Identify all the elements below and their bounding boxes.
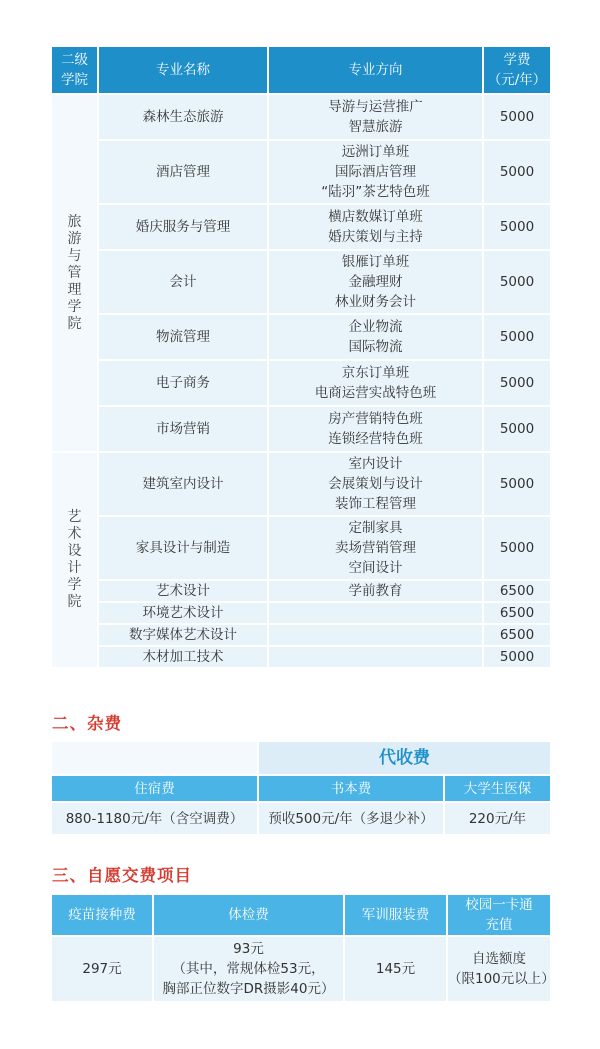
table-row xyxy=(51,580,551,602)
direction-line: 电商运营实战特色班 xyxy=(314,385,437,401)
misc-fee-table xyxy=(50,740,552,836)
college-header-line: 二级 xyxy=(61,52,88,68)
major-direction-cell xyxy=(268,140,483,204)
tuition-table-wrap xyxy=(50,45,550,669)
misc-fee-header: 大学生医保 xyxy=(444,775,551,802)
section3-title: 三、自愿交费项目 xyxy=(52,866,192,885)
tuition-fee-cell: 6500 xyxy=(483,624,551,646)
table-row xyxy=(51,314,551,360)
tuition-fee-cell: 5000 xyxy=(483,204,551,250)
major-direction-cell xyxy=(268,94,483,140)
direction-line: 定制家具 xyxy=(348,520,403,536)
major-name-cell: 市场营销 xyxy=(98,406,268,452)
major-name-cell: 艺术设计 xyxy=(98,580,268,602)
direction-line: 企业物流 xyxy=(348,319,403,335)
voluntary-fee-value xyxy=(153,936,344,1002)
direction-line: 会展策划与设计 xyxy=(328,476,423,492)
major-direction-cell xyxy=(268,314,483,360)
voluntary-fee-header: 军训服装费 xyxy=(344,894,447,936)
voluntary-fee-header: 体检费 xyxy=(153,894,344,936)
college-name-char: 计 xyxy=(67,560,82,576)
table-row xyxy=(51,140,551,204)
major-direction-cell xyxy=(268,624,483,646)
college-name-char: 学 xyxy=(67,577,82,593)
major-name-cell: 数字媒体艺术设计 xyxy=(98,624,268,646)
table-row xyxy=(51,94,551,140)
major-direction-cell xyxy=(268,646,483,668)
misc-fee-value: 220元/年 xyxy=(444,802,551,835)
college-name-char: 院 xyxy=(67,315,82,332)
voluntary-fee-line: 145元 xyxy=(375,961,416,977)
table-row xyxy=(51,646,551,668)
major-name-cell: 森林生态旅游 xyxy=(98,94,268,140)
misc-fee-value: 880-1180元/年（含空调费） xyxy=(51,802,258,835)
direction-line: 横店数媒订单班 xyxy=(328,209,423,225)
voluntary-fee-table xyxy=(50,893,555,1003)
misc-fee-value: 预收500元/年（多退少补） xyxy=(258,802,444,835)
direction-line: 房产营销特色班 xyxy=(328,411,423,427)
major-direction-cell xyxy=(268,204,483,250)
direction-header: 专业方向 xyxy=(268,46,483,94)
tuition-fee-cell: 5000 xyxy=(483,250,551,314)
tuition-table xyxy=(50,45,552,669)
misc-fee-header: 书本费 xyxy=(258,775,444,802)
major-direction-cell xyxy=(268,516,483,580)
college-name-char: 设 xyxy=(67,543,82,559)
direction-line: 导游与运营推广 xyxy=(328,99,423,115)
major-direction-cell xyxy=(268,602,483,624)
agency-fee-label: 代收费 xyxy=(258,741,551,775)
direction-line: 学前教育 xyxy=(348,583,403,599)
college-name-char: 旅 xyxy=(67,213,82,230)
table-row xyxy=(51,452,551,516)
table-row xyxy=(51,406,551,452)
voluntary-fee-line: 93元 xyxy=(233,941,264,957)
major-header: 专业名称 xyxy=(98,46,268,94)
major-name-cell: 会计 xyxy=(98,250,268,314)
voluntary-fee-line: （其中，常规体检53元， xyxy=(172,961,325,977)
tuition-fee-cell: 5000 xyxy=(483,140,551,204)
college-header-line: 学院 xyxy=(61,72,88,88)
major-direction-cell xyxy=(268,250,483,314)
tuition-fee-cell: 5000 xyxy=(483,406,551,452)
voluntary-fee-value xyxy=(344,936,447,1002)
table-row xyxy=(51,360,551,406)
college-name-char: 理 xyxy=(67,281,82,298)
college-name-char: 与 xyxy=(67,247,82,264)
section2-title: 二、杂费 xyxy=(52,714,122,733)
major-direction-cell xyxy=(268,360,483,406)
major-name-cell: 环境艺术设计 xyxy=(98,602,268,624)
major-direction-cell xyxy=(268,580,483,602)
major-name-cell: 婚庆服务与管理 xyxy=(98,204,268,250)
college-name-char: 学 xyxy=(67,298,82,315)
college-name-char: 游 xyxy=(67,230,82,247)
tuition-fee-cell: 6500 xyxy=(483,580,551,602)
voluntary-fee-line: 297元 xyxy=(82,961,122,977)
voluntary-fee-value xyxy=(447,936,555,1002)
misc-fee-empty-cell xyxy=(51,741,258,775)
fee-header-line: 学费 xyxy=(503,52,531,68)
direction-line: 装饰工程管理 xyxy=(335,496,416,512)
college-name-cell xyxy=(51,94,98,452)
direction-line: 连锁经营特色班 xyxy=(328,431,423,447)
table-row xyxy=(51,204,551,250)
major-name-cell: 木材加工技术 xyxy=(98,646,268,668)
major-direction-cell xyxy=(268,406,483,452)
tuition-fee-cell: 5000 xyxy=(483,646,551,668)
major-name-cell: 酒店管理 xyxy=(98,140,268,204)
voluntary-fee-header: 疫苗接种费 xyxy=(51,894,153,936)
direction-line: 国际物流 xyxy=(348,339,403,355)
major-name-cell: 电子商务 xyxy=(98,360,268,406)
table-row xyxy=(51,602,551,624)
voluntary-fee-header-line: 校园一卡通 xyxy=(465,897,533,913)
major-direction-cell xyxy=(268,452,483,516)
voluntary-fee-line: 自选额度 xyxy=(472,951,526,967)
fee-header-line: （元/年） xyxy=(487,72,547,88)
table-row xyxy=(51,624,551,646)
college-header xyxy=(51,46,98,94)
voluntary-fee-value xyxy=(51,936,153,1002)
voluntary-fee-line: （限100元以上） xyxy=(448,971,555,987)
tuition-fee-cell: 5000 xyxy=(483,360,551,406)
direction-line: 林业财务会计 xyxy=(335,294,416,310)
tuition-fee-cell: 6500 xyxy=(483,602,551,624)
tuition-fee-cell: 5000 xyxy=(483,452,551,516)
misc-fee-header: 住宿费 xyxy=(51,775,258,802)
college-name-char: 管 xyxy=(67,264,82,281)
tuition-fee-cell: 5000 xyxy=(483,516,551,580)
voluntary-fee-header xyxy=(447,894,551,936)
table-row xyxy=(51,250,551,314)
direction-line: “陆羽”茶艺特色班 xyxy=(321,184,430,200)
major-name-cell: 物流管理 xyxy=(98,314,268,360)
direction-line: 京东订单班 xyxy=(341,365,410,381)
tuition-fee-cell: 5000 xyxy=(483,314,551,360)
direction-line: 室内设计 xyxy=(348,456,403,472)
college-name-char: 院 xyxy=(67,594,82,610)
college-name-cell xyxy=(51,452,98,668)
college-name-char: 术 xyxy=(67,526,82,542)
direction-line: 远洲订单班 xyxy=(341,144,410,160)
major-name-cell: 家具设计与制造 xyxy=(98,516,268,580)
voluntary-fee-header-line: 充值 xyxy=(485,917,513,933)
direction-line: 婚庆策划与主持 xyxy=(328,229,423,245)
table-row xyxy=(51,516,551,580)
tuition-table-body xyxy=(51,94,551,668)
college-name-char: 艺 xyxy=(67,509,82,525)
direction-line: 卖场营销管理 xyxy=(335,540,416,556)
direction-line: 银雁订单班 xyxy=(341,254,410,270)
direction-line: 金融理财 xyxy=(348,274,403,290)
direction-line: 智慧旅游 xyxy=(348,119,403,135)
tuition-fee-cell: 5000 xyxy=(483,94,551,140)
direction-line: 国际酒店管理 xyxy=(335,164,416,180)
voluntary-fee-line: 胸部正位数字DR摄影40元） xyxy=(162,981,335,997)
direction-line: 空间设计 xyxy=(348,560,403,576)
fee-header xyxy=(483,46,551,94)
major-name-cell: 建筑室内设计 xyxy=(98,452,268,516)
